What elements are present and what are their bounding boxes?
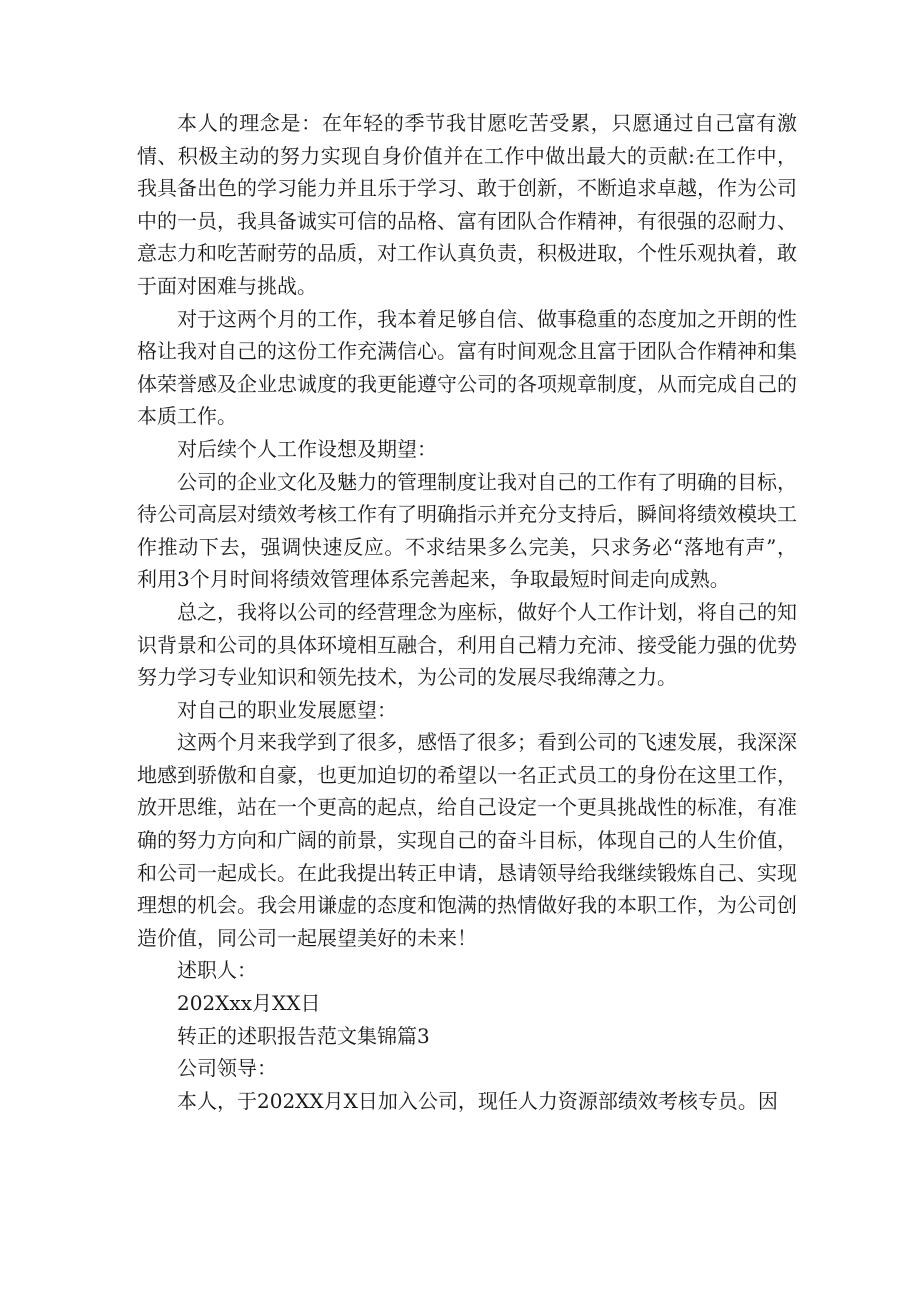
heading-career-wishes: 对自己的职业发展愿望：: [177, 697, 397, 722]
paragraph-two-months-work: 对于这两个月的工作，我本着足够自信、做事稳重的态度加之开朗的性格让我对自己的这份工作充满信心。富有时间观念且富于团队合作精神和集体荣誉感及企业忠诚度的我更能遵守公司的各项规章制度，从而完成自己的本质工作。: [137, 306, 797, 429]
section-title: 转正的述职报告范文集锦篇3: [177, 1023, 430, 1048]
signature-date: 202Xxx月XX日: [177, 991, 321, 1016]
paragraph-summary: 总之，我将以公司的经营理念为座标，做好个人工作计划，将自己的知识背景和公司的具体环境相互融合，利用自己精力充沛、接受能力强的优势努力学习专业知识和领先技术，为公司的发展尽我绵薄之力。: [137, 599, 797, 690]
paragraph-career-growth: 这两个月来我学到了很多，感悟了很多；看到公司的飞速发展，我深深地感到骄傲和自豪，也更加迫切的希望以一名正式员工的身份在这里工作，放开思维，站在一个更高的起点，给自己设定一个更具挑战性的标准，有准确的努力方向和广阔的前景，实现自己的奋斗目标，体现自己的人生价值，和公司一起成长。在此我提出转正申请，恳请领导给我继续锻炼自己、实现理想的机会。我会用谦虚的态度和饱满的热情做好我的本职工作，为公司创造价值，同公司一起展望美好的未来！: [137, 730, 797, 950]
heading-future-expectations: 对后续个人工作设想及期望：: [177, 436, 437, 461]
document-body: [137, 107, 797, 1117]
signature-label: 述职人：: [177, 958, 257, 983]
salutation: 公司领导：: [177, 1056, 277, 1081]
paragraph-performance-goals: 公司的企业文化及魅力的管理制度让我对自己的工作有了明确的目标，待公司高层对绩效考核工作有了明确指示并充分支持后，瞬间将绩效模块工作推动下去，强调快速反应。不求结果多么完美，只求务必“落地有声”，利用3个月时间将绩效管理体系完善起来，争取最短时间走向成熟。: [137, 469, 797, 592]
paragraph-intro: 本人，于202XX月X日加入公司，现任人力资源部绩效考核专员。因: [177, 1088, 778, 1113]
paragraph-philosophy: 本人的理念是：在年轻的季节我甘愿吃苦受累，只愿通过自己富有激情、积极主动的努力实现自身价值并在工作中做出最大的贡献:在工作中，我具备出色的学习能力并且乐于学习、敢于创新，不断追求卓越，作为公司中的一员，我具备诚实可信的品格、富有团队合作精神，有很强的忍耐力、意志力和吃苦耐劳的品质，对工作认真负责，积极进取，个性乐观执着，敢于面对困难与挑战。: [137, 111, 797, 298]
